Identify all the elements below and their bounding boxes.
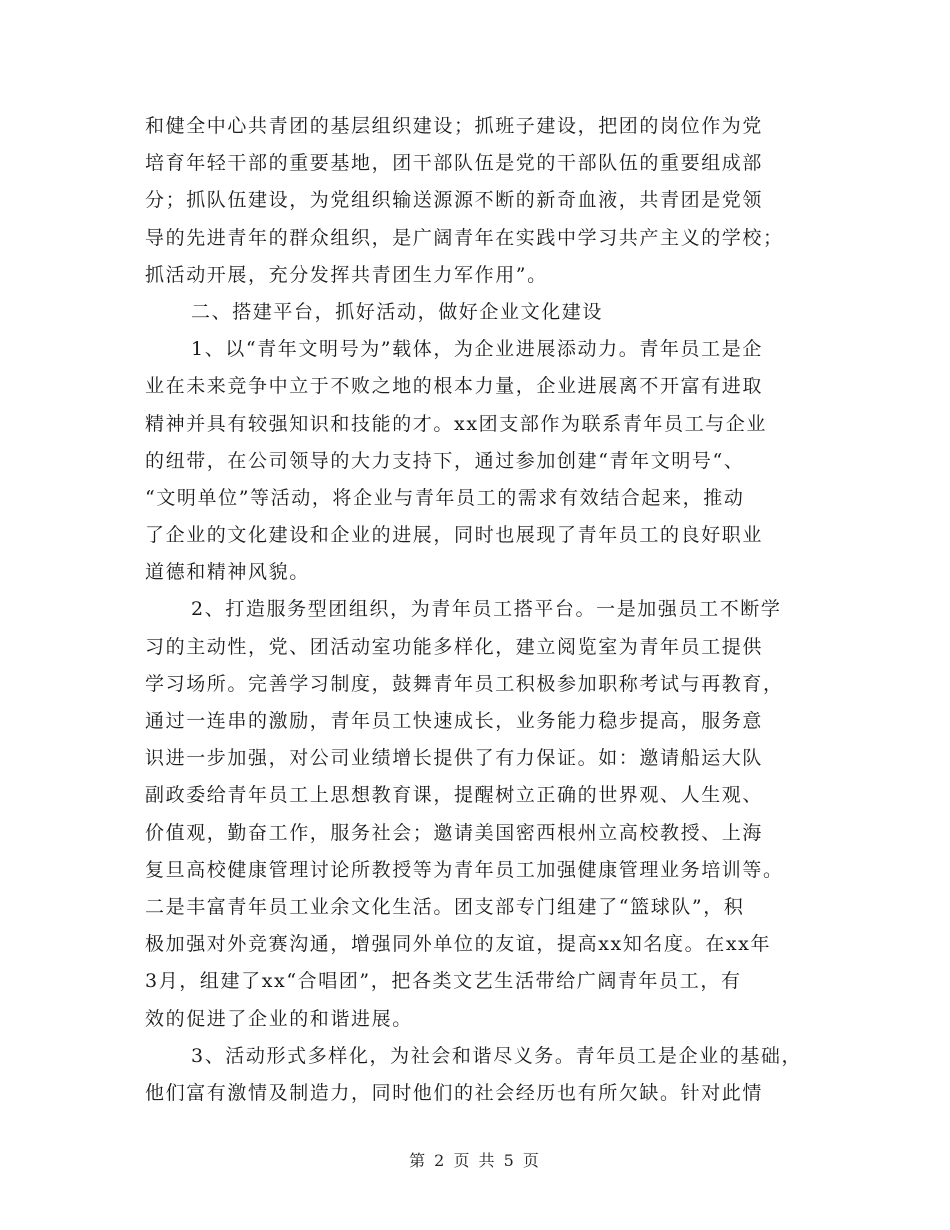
text-line: 效的促进了企业的和谐进展。 [145, 1007, 413, 1030]
text-line: 道德和精神风貌。 [145, 561, 310, 584]
text-line: “文明单位”等活动，将企业与青年员工的需求有效结合起来，推动 [145, 486, 745, 509]
text-line: 精神并具有较强知识和技能的才。xx团支部作为联系青年员工与企业 [145, 412, 768, 435]
text-line: 导的先进青年的群众组织，是广阔青年在实践中学习共产主义的学校； [145, 226, 784, 249]
text-line: 抓活动开展，充分发挥共青团生力军作用”。 [145, 263, 548, 286]
text-line: 分；抓队伍建设，为党组织输送源源不断的新奇血液，共青团是党领 [145, 189, 764, 212]
text-line: 二是丰富青年员工业余文化生活。团支部专门组建了“篮球队”，积 [145, 895, 745, 918]
text-line: 价值观，勤奋工作，服务社会；邀请美国密西根州立高校教授、上海 [145, 821, 764, 844]
text-line: 业在未来竞争中立于不败之地的根本力量，企业进展离不开富有进取 [145, 375, 764, 398]
text-line: 学习场所。完善学习制度，鼓舞青年员工积极参加职称考试与再教育， [145, 672, 784, 695]
text-line: 习的主动性，党、团活动室功能多样化，建立阅览室为青年员工提供 [145, 635, 764, 658]
section-heading: 二、搭建平台，抓好活动，做好企业文化建设 [191, 300, 604, 323]
text-line: 副政委给青年员工上思想教育课，提醒树立正确的世界观、人生观、 [145, 784, 764, 807]
paragraph-first-line: 3、活动形式多样化，为社会和谐尽义务。青年员工是企业的基础， [191, 1044, 803, 1067]
paragraph-first-line: 2、打造服务型团组织，为青年员工搭平台。一是加强员工不断学 [191, 598, 782, 621]
text-line: 通过一连串的激励，青年员工快速成长，业务能力稳步提高，服务意 [145, 710, 764, 732]
text-line: 和健全中心共青团的基层组织建设；抓班子建设，把团的岗位作为党 [145, 115, 764, 137]
text-line: 极加强对外竞赛沟通，增强同外单位的友谊，提高xx知名度。在xx年 [145, 933, 772, 956]
paragraph-first-line: 1、以“青年文明号为”载体，为企业进展添动力。青年员工是企 [191, 338, 763, 361]
document-body [145, 108, 807, 1112]
text-line: 了企业的文化建设和企业的进展，同时也展现了青年员工的良好职业 [145, 524, 764, 547]
text-line: 培育年轻干部的重要基地，团干部队伍是党的干部队伍的重要组成部 [145, 152, 764, 175]
text-line: 他们富有激情及制造力，同时他们的社会经历也有所欠缺。针对此情 [145, 1081, 764, 1104]
page-number-footer: 第 2 页 共 5 页 [409, 1151, 541, 1170]
text-line: 3月，组建了xx“合唱团”，把各类文艺生活带给广阔青年员工，有 [145, 970, 742, 993]
text-line: 识进一步加强，对公司业绩增长提供了有力保证。如：邀请船运大队 [145, 747, 764, 770]
text-line: 复旦高校健康管理讨论所教授等为青年员工加强健康管理业务培训等。 [145, 858, 784, 881]
text-line: 的纽带，在公司领导的大力支持下，通过参加创建“青年文明号“、 [145, 449, 745, 472]
